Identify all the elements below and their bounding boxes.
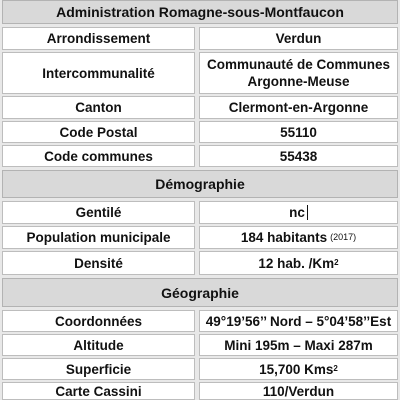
row-label: Intercommunalité [2, 52, 195, 94]
value-text: nc [289, 205, 305, 220]
table-row [2, 27, 398, 50]
row-label: Carte Cassini [2, 382, 195, 400]
row-label: Coordonnées [2, 310, 195, 332]
row-value: 49°19’56’’ Nord – 5°04’58’’Est [199, 310, 398, 332]
table-row [2, 121, 398, 143]
text-cursor-icon [307, 205, 308, 220]
row-value: 55438 [199, 145, 398, 167]
section-header-demographie: Démographie [2, 170, 398, 198]
table-row [2, 310, 398, 332]
row-label: Canton [2, 96, 195, 119]
row-label: Gentilé [2, 201, 195, 224]
row-value [199, 201, 398, 224]
row-value: Verdun [199, 27, 398, 50]
row-label: Arrondissement [2, 27, 195, 50]
section-header-geographie: Géographie [2, 278, 398, 307]
row-label: Altitude [2, 334, 195, 356]
row-value [199, 226, 398, 249]
row-value: 12 hab. /Km 2 [199, 251, 398, 275]
value-line: Communauté de Communes [206, 57, 391, 72]
table-row [2, 96, 398, 119]
table-row [2, 201, 398, 224]
row-value: 15,700 Kms 2 [199, 358, 398, 380]
row-label: Code Postal [2, 121, 195, 143]
table-row [2, 334, 398, 356]
table-title: Administration Romagne-sous-Montfaucon [2, 0, 398, 24]
row-label: Population municipale [2, 226, 195, 249]
table-row [2, 52, 398, 94]
row-label: Code communes [2, 145, 195, 167]
table-row [2, 226, 398, 249]
row-label: Densité [2, 251, 195, 275]
value-text: 15,700 Kms [259, 361, 334, 377]
row-label: Superficie [2, 358, 195, 380]
table-row [2, 251, 398, 275]
value-text: 184 habitants [240, 230, 328, 245]
year-note: (2017) [330, 232, 357, 242]
row-value: Mini 195m – Maxi 287m [199, 334, 398, 356]
value-text: 12 hab. /Km [258, 255, 335, 271]
row-value: Clermont-en-Argonne [199, 96, 398, 119]
value-line: Argonne-Meuse [247, 74, 350, 89]
table-row [2, 358, 398, 380]
table-row [2, 382, 398, 400]
table-row [2, 145, 398, 167]
row-value [199, 52, 398, 94]
row-value: 110/Verdun [199, 382, 398, 400]
row-value: 55110 [199, 121, 398, 143]
